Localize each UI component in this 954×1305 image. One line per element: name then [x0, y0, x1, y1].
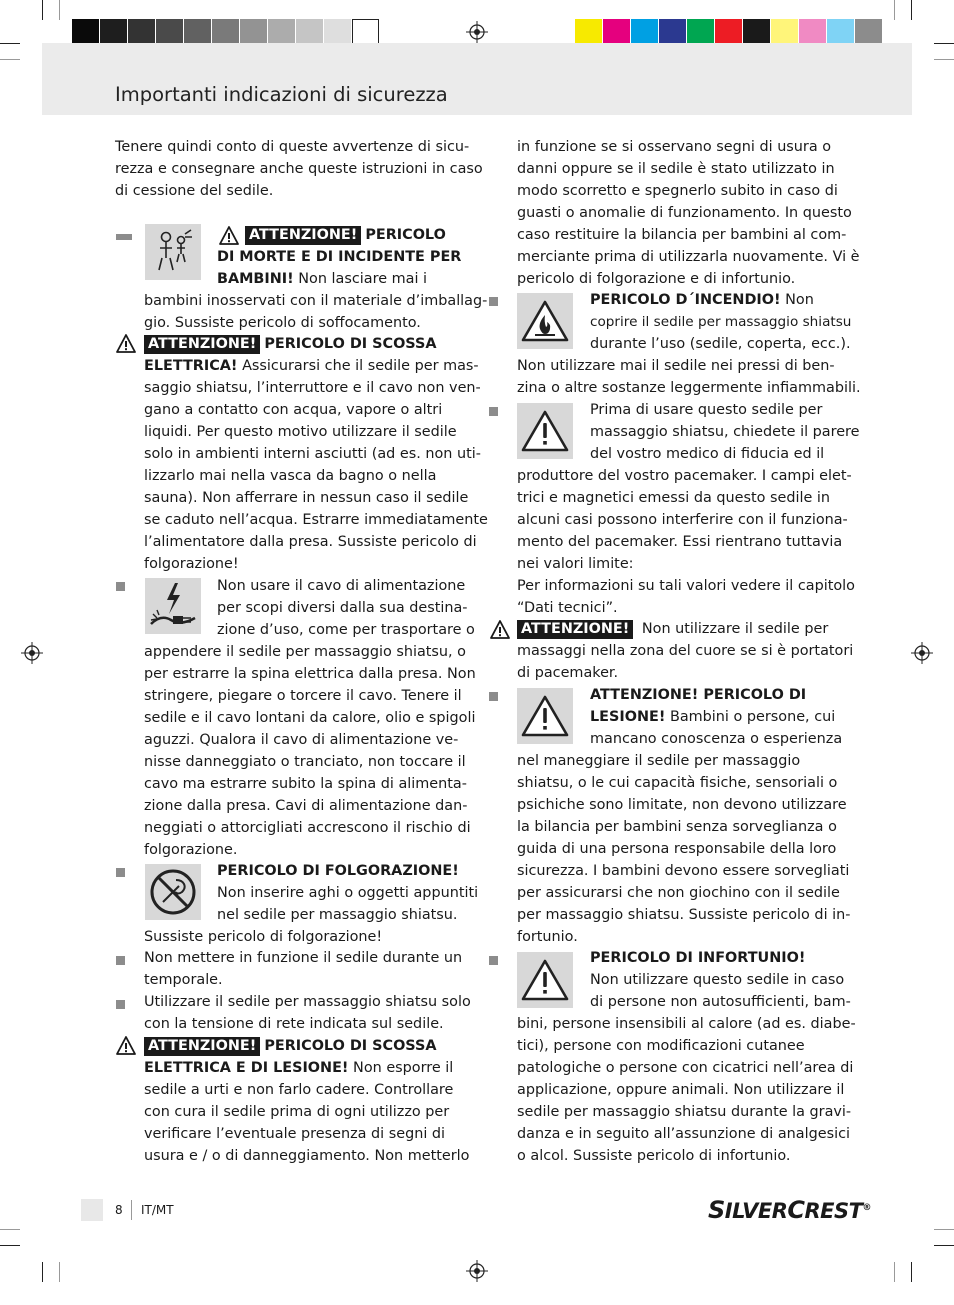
page-number: 8: [115, 1203, 123, 1217]
body-text: Utilizzare il sedile per massaggio shiatsu solo: [144, 994, 471, 1010]
fire-hazard-icon: [517, 293, 573, 349]
body-text: aguzzi. Qualora il cavo di alimentazione ve-: [144, 732, 459, 748]
body-text: massaggi nella zona del cuore se si è portatori: [517, 643, 854, 659]
warning-triangle-icon: [517, 403, 573, 459]
warning-heading: DI MORTE E DI INCIDENTE PER: [217, 249, 462, 265]
intro-line: rezza e consegnare anche queste istruzioni in caso: [115, 161, 483, 177]
child-warning-line: [217, 268, 427, 290]
body-text: Non inserire aghi o oggetti appuntiti: [217, 885, 479, 901]
color-swatch: [100, 19, 127, 46]
body-text: nel sedile per massaggio shiatsu.: [217, 907, 458, 923]
body-text: tici), persone con modificazioni cutanee: [517, 1038, 805, 1054]
no-needles-icon: [145, 864, 201, 920]
body-text: modo scorretto e spegnerlo subito in caso di: [517, 183, 838, 199]
list-bullet: [116, 868, 125, 877]
body-text: gio. Sussiste pericolo di soffocamento.: [144, 315, 421, 331]
body-text: mento del pacemaker. Essi rientrano tuttavia: [517, 534, 843, 550]
body-text: cavo ma estrarre subito la spina di alimenta-: [144, 776, 467, 792]
body-text: danni oppure se il sedile è stato utilizzato in: [517, 161, 835, 177]
body-text: appendere il sedile per massaggio shiatsu, o: [144, 644, 466, 660]
body-text: in funzione se si osservano segni di usura o: [517, 139, 832, 155]
color-swatch: [631, 19, 658, 46]
body-text: Non utilizzare questo sedile in caso: [590, 972, 845, 988]
color-swatch: [212, 19, 239, 46]
warning-heading: ELETTRICA E DI LESIONE!: [144, 1060, 349, 1076]
attention-badge: ATTENZIONE!: [144, 1037, 260, 1056]
cable-hazard-icon: [145, 578, 201, 634]
page-title: Importanti indicazioni di sicurezza: [115, 83, 448, 106]
body-text: Non mettere in funzione il sedile durante un: [144, 950, 463, 966]
body-text: folgorazione!: [144, 556, 239, 572]
body-text: Per informazioni su tali valori vedere il capitolo: [517, 578, 855, 594]
body-text: nel maneggiare il sedile per massaggio: [517, 753, 801, 769]
warning-triangle-icon: [490, 620, 510, 639]
body-text: fortunio.: [517, 929, 578, 945]
body-text: Bambini o persone, cui: [665, 709, 836, 725]
attention-badge: ATTENZIONE!: [144, 335, 260, 354]
body-text: Non lasciare mai i: [293, 271, 428, 287]
color-swatch: [575, 19, 602, 46]
body-text: bambini inosservati con il materiale d’imballag-: [144, 293, 488, 309]
body-text: trici e magnetici emessi da questo sedile in: [517, 490, 831, 506]
shock-warning-line: [144, 333, 437, 355]
body-text: massaggio shiatsu, chiedete il parere: [590, 424, 860, 440]
warning-triangle-icon: [116, 334, 136, 353]
warning-heading: ELETTRICA!: [144, 358, 238, 374]
body-text: Prima di usare questo sedile per: [590, 402, 823, 418]
list-bullet: [489, 956, 498, 965]
heart-warning-line: [517, 618, 828, 640]
body-text: di persone non autosufficienti, bam-: [590, 994, 851, 1010]
body-text: psichiche sono limitate, non devono utilizzare: [517, 797, 847, 813]
body-text: temporale.: [144, 972, 223, 988]
body-text: saggio shiatsu, l’interruttore e il cavo non ven-: [144, 380, 481, 396]
list-bullet: [489, 407, 498, 416]
body-text: Assicurarsi che il sedile per mas-: [237, 358, 479, 374]
brand-logo: SILVERCREST®: [708, 1196, 871, 1224]
warning-triangle-icon: [219, 226, 239, 245]
shock-warning-line: [144, 1035, 437, 1057]
locale-code: IT/MT: [141, 1203, 174, 1217]
body-text: verificare l’eventuale presenza di segni di: [144, 1126, 446, 1142]
warning-heading: PERICOLO: [365, 227, 446, 243]
color-swatch: [687, 19, 714, 46]
color-swatch: [156, 19, 183, 46]
body-text: Non utilizzare il sedile per: [637, 621, 829, 637]
warning-triangle-icon: [116, 1036, 136, 1055]
body-text: per estrarre la spina elettrica dalla presa. Non: [144, 666, 476, 682]
body-text: folgorazione.: [144, 842, 238, 858]
list-bullet: [489, 692, 498, 701]
child-warning-line: [245, 224, 446, 246]
list-bullet: [116, 1000, 125, 1009]
registration-mark-icon: [466, 21, 488, 43]
warning-heading: LESIONE!: [590, 709, 666, 725]
body-text: applicazione, oppure animali. Non utilizzare il: [517, 1082, 845, 1098]
registration-mark-icon: [911, 642, 933, 664]
body-text: se caduto nell’acqua. Estrarre immediatamente: [144, 512, 488, 528]
color-swatch: [743, 19, 770, 46]
intro-line: Tenere quindi conto di queste avvertenze di sicu-: [115, 139, 470, 155]
color-swatch: [72, 19, 99, 46]
body-text: nei valori limite:: [517, 556, 634, 572]
body-text: neggiati o attorcigliati accrescono il rischio di: [144, 820, 471, 836]
injury-warning-line: [590, 706, 835, 728]
page-number-box: [81, 1199, 103, 1221]
body-text: lizzarlo mai nella vasca da bagno o nella: [144, 468, 437, 484]
body-text: o alcol. Sussiste pericolo di infortunio.: [517, 1148, 791, 1164]
body-text: mancano conoscenza o esperienza: [590, 731, 843, 747]
body-text: di pacemaker.: [517, 665, 619, 681]
color-swatch: [771, 19, 798, 46]
color-swatch: [240, 19, 267, 46]
warning-triangle-icon: [517, 952, 573, 1008]
warning-triangle-icon: [517, 688, 573, 744]
registration-mark-icon: [466, 1260, 488, 1282]
body-text: per scopi diversi dalla sua destina-: [217, 600, 468, 616]
warning-heading: PERICOLO DI SCOSSA: [264, 336, 437, 352]
shock-warning-line: [144, 1057, 453, 1079]
registration-mark-icon: [21, 642, 43, 664]
body-text: guasti o anomalie di funzionamento. In questo: [517, 205, 852, 221]
body-text: pericolo di folgorazione e di infortunio.: [517, 271, 796, 287]
warning-heading: PERICOLO DI SCOSSA: [264, 1038, 437, 1054]
body-text: zina o altre sostanze leggermente infiammabili.: [517, 380, 861, 396]
body-text: guida di una persona responsabile della loro: [517, 841, 837, 857]
color-swatch: [324, 19, 351, 46]
color-swatch: [715, 19, 742, 46]
body-text: shiatsu, o le cui capacità fisiche, sensoriali o: [517, 775, 838, 791]
color-swatch: [128, 19, 155, 46]
body-text: coprire il sedile per massaggio shiatsu: [590, 314, 852, 330]
body-text: solo in ambienti interni asciutti (ad es. non uti-: [144, 446, 481, 462]
color-swatch: [799, 19, 826, 46]
body-text: l’alimentatore dalla presa. Sussiste pericolo di: [144, 534, 477, 550]
color-swatch: [659, 19, 686, 46]
body-text: alcuni casi possono interferire con il funziona-: [517, 512, 848, 528]
body-text: nisse danneggiato o tranciato, non toccare il: [144, 754, 466, 770]
list-bullet: [116, 582, 125, 591]
body-text: del vostro medico di fiducia ed il: [590, 446, 825, 462]
body-text: zione d’uso, come per trasportare o: [217, 622, 475, 638]
body-text: Non utilizzare mai il sedile nei pressi di ben-: [517, 358, 835, 374]
body-text: danza e in seguito all’assunzione di analgesici: [517, 1126, 850, 1142]
body-text: per assicurarsi che non giochino con il sedile: [517, 885, 840, 901]
body-text: sauna). Non afferrare in nessun caso il sedile: [144, 490, 469, 506]
body-text: la bilancia per bambini senza sorveglianza o: [517, 819, 837, 835]
body-text: patologiche o persone con cicatrici nell’area di: [517, 1060, 854, 1076]
color-swatch: [268, 19, 295, 46]
body-text: Non usare il cavo di alimentazione: [217, 578, 466, 594]
body-text: caso restituire la bilancia per bambini al com-: [517, 227, 847, 243]
body-text: gano a contatto con acqua, vapore o altri: [144, 402, 443, 418]
color-swatch: [603, 19, 630, 46]
body-text: bini, persone insensibili al calore (ad es. diabe-: [517, 1016, 856, 1032]
footer-divider: [131, 1200, 132, 1220]
warning-heading: PERICOLO DI FOLGORAZIONE!: [217, 863, 459, 879]
body-text: zione dalla presa. Cavi di alimentazione dan-: [144, 798, 468, 814]
color-swatch: [352, 19, 379, 46]
body-text: stringere, piegare o torcere il cavo. Tenere il: [144, 688, 462, 704]
shock-warning-line: [144, 355, 479, 377]
warning-heading: ATTENZIONE! PERICOLO DI: [590, 687, 807, 703]
list-bullet: [116, 956, 125, 965]
color-swatch: [827, 19, 854, 46]
fire-warning-line: [590, 289, 814, 311]
body-text: merciante prima di utilizzarla nuovamente. Vi è: [517, 249, 860, 265]
color-swatch: [296, 19, 323, 46]
body-text: usura e / o di danneggiamento. Non metterlo: [144, 1148, 470, 1164]
color-swatch: [855, 19, 882, 46]
body-text: Sussiste pericolo di folgorazione!: [144, 929, 383, 945]
body-text: Non esporre il: [348, 1060, 454, 1076]
color-swatch: [184, 19, 211, 46]
warning-heading: PERICOLO DI INFORTUNIO!: [590, 950, 806, 966]
body-text: “Dati tecnici”.: [517, 600, 618, 616]
body-text: sedile e il cavo lontani da calore, olio e spigoli: [144, 710, 476, 726]
warning-heading: PERICOLO D´INCENDIO!: [590, 292, 781, 308]
warning-heading: BAMBINI!: [217, 271, 294, 287]
intro-line: di cessione del sedile.: [115, 183, 274, 199]
attention-badge: ATTENZIONE!: [517, 620, 633, 639]
body-text: produttore del vostro pacemaker. I campi elet-: [517, 468, 852, 484]
body-text: durante l’uso (sedile, coperta, ecc.).: [590, 336, 851, 352]
body-text: sedile per massaggio shiatsu durante la gravi-: [517, 1104, 852, 1120]
body-text: liquidi. Per questo motivo utilizzare il sedile: [144, 424, 457, 440]
body-text: con cura il sedile prima di ogni utilizzo per: [144, 1104, 450, 1120]
list-bullet: [116, 234, 132, 240]
body-text: con la tensione di rete indicata sul sedile.: [144, 1016, 444, 1032]
body-text: sicurezza. I bambini devono essere sorvegliati: [517, 863, 850, 879]
body-text: sedile a urti e non farlo cadere. Controllare: [144, 1082, 454, 1098]
attention-badge: ATTENZIONE!: [245, 226, 361, 245]
body-text: Non: [780, 292, 814, 308]
body-text: per massaggio shiatsu. Sussiste pericolo di in-: [517, 907, 851, 923]
child-supervision-icon: [145, 224, 201, 280]
list-bullet: [489, 297, 498, 306]
